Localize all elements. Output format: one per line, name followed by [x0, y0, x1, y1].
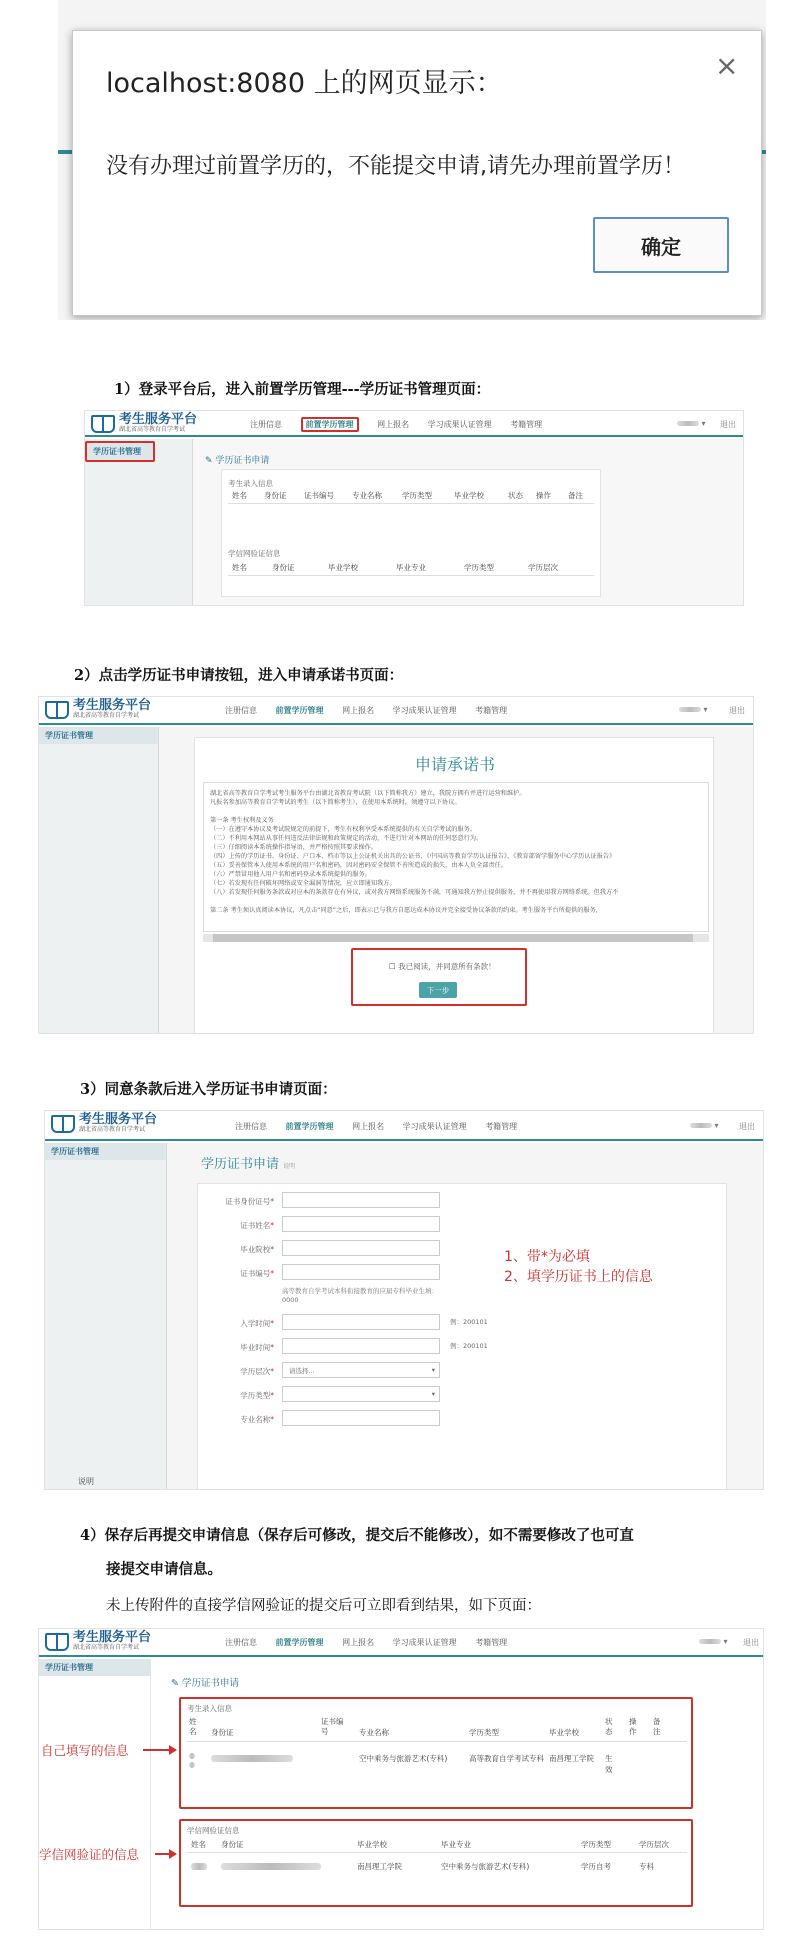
table-row [187, 1861, 687, 1875]
brand-sub: 湖北省高等教育自学考试 [73, 1644, 140, 1651]
chsi-info-box [179, 1819, 693, 1907]
sidebar-item-certificates[interactable]: 学历证书管理 [85, 441, 155, 462]
logout-link[interactable]: 退出 [743, 1638, 759, 1647]
section-chsi-info: 学信网验证信息 [187, 1826, 240, 1835]
grad-date-input[interactable] [282, 1338, 440, 1354]
nav-item-achievement[interactable]: 学习成果认证管理 [392, 1638, 457, 1647]
main-area [193, 439, 744, 606]
brand-name: 考生服务平台 [79, 1112, 158, 1127]
user-menu[interactable]: ▾ [679, 705, 708, 714]
application-form: 证书身份证号* 证书姓名* 毕业院校* 证书编号* 高等教育自学考试本科衔接教育的应届专科毕业生填： 0000 入学时间* 例：200101 毕业时间* 例：200101 学历层次* 请选择... ▾ 学历类型* ▾ 专业名称* 1、带*为必填 2、填学历证书上的信息 [197, 1183, 727, 1490]
nav-item-register[interactable]: 注册信息 [250, 420, 282, 429]
table2-header: 姓名 身份证 毕业学校 毕业专业 学历类型 学历层次 [187, 1839, 687, 1853]
nav-item-register[interactable]: 注册信息 [235, 1122, 267, 1131]
enroll-date-input[interactable] [282, 1314, 440, 1330]
shot-1 [84, 410, 744, 606]
agree-checkbox-row[interactable]: ☐ 我已阅读，并同意所有条款！ [389, 962, 496, 971]
nav-item-apply[interactable]: 网上报名 [352, 1122, 385, 1131]
cert-number-hint-2: 0000 [282, 1296, 299, 1304]
app-header [45, 1111, 763, 1141]
arrow-icon [143, 1749, 171, 1751]
sidebar [39, 727, 159, 1033]
label-school: 毕业院校 [240, 1245, 271, 1254]
edu-level-select[interactable]: 请选择... ▾ [282, 1362, 440, 1378]
app-header [85, 411, 743, 437]
label-id-number: 证书身份证号 [225, 1197, 271, 1206]
top-nav [235, 1121, 533, 1132]
next-button[interactable]: 下一步 [419, 982, 457, 998]
annotation-chsi: 学信网验证的信息 [39, 1847, 140, 1862]
annotation-fill-cert: 2、填学历证书上的信息 [504, 1269, 653, 1285]
user-menu[interactable]: ▾ [677, 419, 706, 428]
panel-title: ✎ 学历证书申请 [171, 1678, 239, 1689]
step-3-heading: 3）同意条款后进入学历证书申请页面： [80, 1081, 337, 1098]
chevron-down-icon: ▾ [431, 1366, 435, 1374]
cert-number-input[interactable] [282, 1264, 440, 1280]
school-input[interactable] [282, 1240, 440, 1256]
annotation-self-filled: 自己填写的信息 [41, 1743, 129, 1758]
nav-item-register[interactable]: 注册信息 [225, 706, 257, 715]
form-title: 学历证书申请 说明 [201, 1157, 296, 1172]
brand [45, 1631, 151, 1652]
label-major: 专业名称 [240, 1415, 271, 1424]
step-4-heading-2: 接提交申请信息。 [106, 1561, 222, 1578]
arrow-icon [155, 1853, 171, 1855]
brand-sub: 湖北省高等教育自学考试 [79, 1126, 146, 1133]
sidebar [45, 1143, 167, 1489]
input-info-box: 考生录入信息 姓 名 身份证 证书编 号 专业名称 学历类型 毕业学校 状 态 操 作 备 注 空中乘务与旅游艺术(专科) 高等教育自学考试专科 南昌理工学院 生效 [179, 1697, 693, 1809]
sidebar-item-certificates[interactable]: 学历证书管理 [45, 1143, 166, 1160]
label-cert-name: 证书姓名 [240, 1221, 271, 1230]
edu-type-select[interactable] [282, 1386, 440, 1402]
ok-button[interactable]: 确定 [593, 217, 729, 273]
label-enroll-date: 入学时间 [240, 1319, 271, 1328]
alert-screenshot [58, 0, 766, 320]
shot-4 [38, 1628, 764, 1930]
brand-sub: 湖北省高等教育自学考试 [73, 712, 140, 719]
brand [51, 1113, 157, 1134]
nav-item-apply[interactable]: 网上报名 [342, 1638, 375, 1647]
step-4-heading: 4）保存后再提交申请信息（保存后可修改，提交后不能修改），如不需要修改了也可直 [80, 1527, 634, 1544]
form-title-tag: 说明 [283, 1163, 296, 1170]
book-icon [45, 701, 69, 719]
alert-title: localhost:8080 上的网页显示： [106, 68, 503, 99]
section-chsi-info: 学信网验证信息 [228, 549, 281, 558]
main-area [159, 727, 754, 1034]
panel-title: ✎ 学历证书申请 [205, 456, 270, 466]
cell-edu-level: 专科 [639, 1862, 654, 1871]
book-icon [51, 1115, 75, 1133]
nav-item-apply[interactable]: 网上报名 [342, 706, 375, 715]
nav-item-prior-education[interactable]: 前置学历管理 [275, 1638, 324, 1647]
brand-sub: 湖北省高等教育自学考试 [119, 426, 186, 433]
nav-item-records[interactable]: 考籍管理 [475, 706, 508, 715]
horizontal-scrollbar[interactable] [203, 934, 709, 942]
alert-message: 没有办理过前置学历的，不能提交申请,请先办理前置学历！ [106, 154, 685, 179]
cell-edu-type: 高等教育自学考试专科 [469, 1754, 544, 1763]
id-number-input[interactable] [282, 1192, 440, 1208]
nav-item-register[interactable]: 注册信息 [225, 1638, 257, 1647]
label-edu-level: 学历层次 [240, 1367, 271, 1376]
logout-link[interactable]: 退出 [729, 706, 745, 715]
section-input-info: 考生录入信息 [187, 1704, 232, 1713]
nav-item-achievement[interactable]: 学习成果认证管理 [402, 1122, 467, 1131]
cell-status: 生效 [605, 1754, 613, 1774]
logout-link[interactable]: 退出 [739, 1122, 755, 1131]
grad-date-example: 例：200101 [450, 1342, 488, 1350]
brand [45, 699, 151, 720]
cell-school: 南昌理工学院 [357, 1862, 402, 1871]
table1-header: 姓名 身份证 证书编号 专业名称 学历类型 毕业学校 状态 操作 备注 [228, 490, 594, 504]
table2-header: 姓名 身份证 毕业学校 毕业专业 学历类型 学历层次 [228, 562, 594, 576]
side-note: 说明 [78, 1477, 94, 1486]
user-menu[interactable]: ▾ [690, 1121, 719, 1130]
brand-name: 考生服务平台 [119, 412, 198, 427]
cell-major: 空中乘务与旅游艺术(专科) [441, 1862, 530, 1871]
cert-name-input[interactable] [282, 1216, 440, 1232]
table-row [189, 1753, 203, 1768]
promise-title: 申请承诺书 [414, 755, 495, 774]
main-area [151, 1659, 764, 1930]
cell-major: 空中乘务与旅游艺术(专科) [359, 1754, 448, 1763]
promise-card [194, 737, 714, 1034]
nav-item-achievement[interactable]: 学习成果认证管理 [392, 706, 457, 715]
nav-item-prior-education[interactable]: 前置学历管理 [301, 417, 359, 432]
app-header [39, 697, 753, 725]
chevron-down-icon: ▾ [431, 1390, 435, 1398]
nav-item-achievement[interactable]: 学习成果认证管理 [427, 420, 492, 429]
shot-2 [38, 696, 754, 1034]
user-menu[interactable]: ▾ [699, 1637, 728, 1646]
main-area [167, 1143, 764, 1490]
label-cert-number: 证书编号 [240, 1269, 271, 1278]
cert-number-hint: 高等教育自学考试本科衔接教育的应届专科毕业生填： [282, 1287, 438, 1295]
step-1-heading: 1）登录平台后，进入前置学历管理---学历证书管理页面： [114, 381, 491, 398]
nav-item-prior-education[interactable]: 前置学历管理 [275, 706, 324, 715]
top-nav [225, 1637, 523, 1648]
close-icon[interactable]: × [715, 49, 739, 82]
blurred-id [211, 1755, 293, 1762]
nav-item-records[interactable]: 考籍管理 [475, 1638, 508, 1647]
label-edu-type: 学历类型 [240, 1391, 271, 1400]
book-icon [45, 1633, 69, 1651]
brand [91, 413, 197, 434]
divider [187, 1741, 687, 1742]
cell-edu-type: 学历自考 [581, 1862, 611, 1871]
book-icon [91, 415, 115, 433]
promise-text-box[interactable]: 湖北省高等教育自学考试考生服务平台由湖北省教育考试院（以下简称我方）建立，我院方拥有并进行运营和维护。 凡报名参加高等教育自学考试的考生（以下简称考生），在使用本系统时，须遵守以下协议。 第一条 考生权利及义务 （一）在遵守本协议及考试院规定的前提下，考生有权利享受本系统提供的有关自学考试的服务。 （二）不利用本网站从事任何违反法律法规和政策规定的活动，不进行针对本网站的任何恶意行为。 （三）仔细阅读本系统操作指导语，并严格按照其要求操作。 （四）上传的学历证书、身份证、户口本、档市等以上公证机关出具的公证书、《中国高等教育学历认证报告》、《教育部留学服务中心学历认证报告》 （五）妥善保管本人使用本系统的用户名和密码，因对密码安全保管不善所造成的损失，由本人负全部责任。 （六）严禁冒用他人用户名和密码登录本系统提供的服务。 （七）若发现有任何破坏网络或安全漏洞等情况，应立即通知我方。 （八）若发现任何服务条款或对应本的条款存在有异议，或对我方网络系统服务不满，可通知我方停止提供服务，并不再使用我方网络系统。但我方不 第二条 考生须认真阅读本协议，凡点击“同意”之后，即表示已与我方自愿达成本协议并完全接受协议条款的约束。考生服务平台所提供的服务， [203, 782, 709, 932]
nav-item-records[interactable]: 考籍管理 [510, 420, 543, 429]
brand-name: 考生服务平台 [73, 698, 152, 713]
alert-dialog [72, 30, 762, 316]
nav-item-prior-education[interactable]: 前置学历管理 [285, 1122, 334, 1131]
top-nav [250, 419, 558, 430]
info-card [221, 469, 601, 597]
sidebar-item-certificates[interactable]: 学历证书管理 [39, 727, 158, 744]
top-nav [225, 705, 523, 716]
agree-box [351, 948, 527, 1006]
logout-link[interactable]: 退出 [720, 420, 736, 429]
step-4-paragraph: 未上传附件的直接学信网验证的提交后可立即看到结果，如下页面： [106, 1598, 541, 1614]
sidebar-item-certificates[interactable]: 学历证书管理 [39, 1659, 150, 1676]
section-input-info: 考生录入信息 [228, 479, 273, 488]
shot-3 [44, 1110, 764, 1490]
label-grad-date: 毕业时间 [240, 1343, 271, 1352]
major-input[interactable] [282, 1410, 440, 1426]
step-2-heading: 2）点击学历证书申请按钮，进入申请承诺书页面： [74, 667, 404, 684]
sidebar [39, 1659, 151, 1929]
enroll-date-example: 例：200101 [450, 1318, 488, 1326]
app-header [39, 1629, 763, 1657]
brand-name: 考生服务平台 [73, 1630, 152, 1645]
nav-item-records[interactable]: 考籍管理 [485, 1122, 518, 1131]
nav-item-apply[interactable]: 网上报名 [377, 420, 410, 429]
sidebar [85, 439, 193, 605]
cell-school: 南昌理工学院 [549, 1754, 594, 1763]
annotation-required: 1、带*为必填 [504, 1249, 590, 1265]
